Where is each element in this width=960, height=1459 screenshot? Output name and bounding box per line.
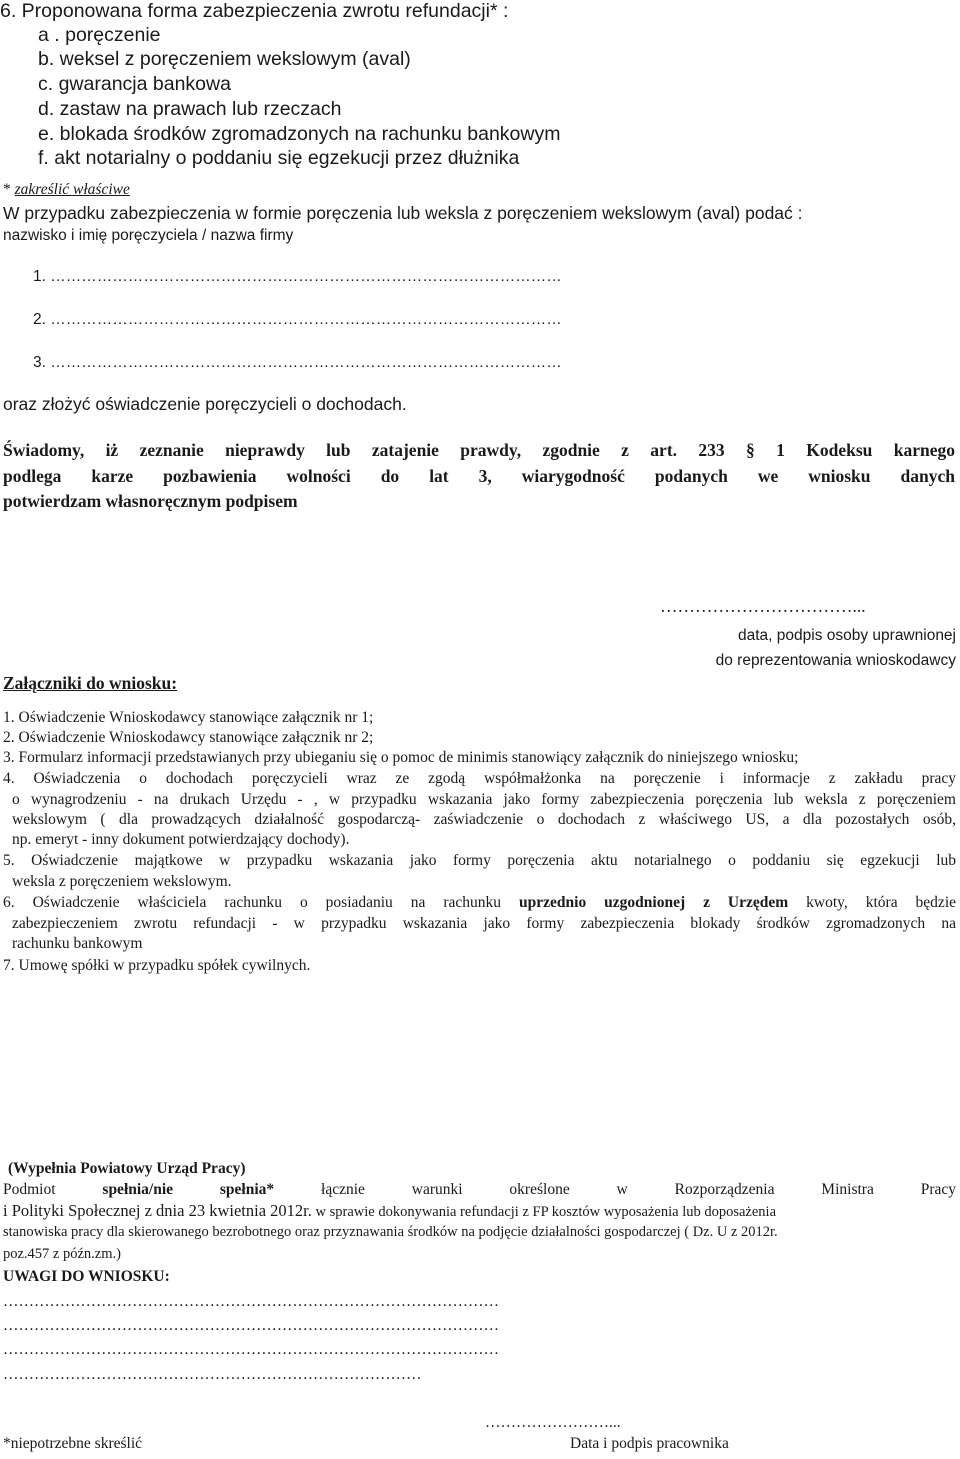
- attachment-item-4-line3: wekslowym ( dla prowadzących działalność gospodarczą- zaświadczenie o dochodach z właściwego US, a dla pozostałych osób,: [12, 811, 956, 828]
- guarantor-blank-3[interactable]: 3. ………………………………………………………………………………………: [33, 354, 562, 371]
- office-line1-b: łącznie warunki określone w Rozporządzenia Ministra Pracy: [274, 1181, 956, 1198]
- employee-signature-caption: Data i podpis pracownika: [570, 1435, 729, 1452]
- office-line2-b: w sprawie dokonywania refundacji z FP kosztów wyposażenia lub doposażenia: [311, 1204, 777, 1220]
- section-6-heading: 6. Proponowana forma zabezpieczenia zwrotu refundacji* :: [0, 0, 509, 22]
- remarks-heading: UWAGI DO WNIOSKU:: [3, 1268, 170, 1285]
- income-statement-note: oraz złożyć oświadczenie poręczycieli o dochodach.: [3, 394, 407, 414]
- attachment-item-1: 1. Oświadczenie Wnioskodawcy stanowiące załącznik nr 1;: [3, 709, 374, 726]
- option-f: f. akt notarialny o poddaniu się egzekucji przez dłużnika: [38, 147, 520, 169]
- attachment-item-2: 2. Oświadczenie Wnioskodawcy stanowiące załącznik nr 2;: [3, 729, 374, 746]
- guarantor-blank-1[interactable]: 1. ………………………………………………………………………………………: [33, 268, 562, 285]
- office-line2: [3, 1201, 776, 1221]
- attachment-item-6-line3: rachunku bankowym: [12, 935, 143, 952]
- remarks-line-2[interactable]: ……………………………………………………………………………………: [3, 1317, 499, 1334]
- strike-unnecessary-note: *niepotrzebne skreślić: [3, 1435, 143, 1452]
- guarantee-instruction-line2: nazwisko i imię poręczyciela / nazwa firmy: [3, 227, 294, 244]
- attachment-item-4-line4: np. emeryt - inny dokument potwierdzający dochody).: [12, 831, 350, 848]
- office-line3: stanowiska pracy dla skierowanego bezrobotnego oraz przyznawania środków na podjęcie działalności gospodarczej ( Dz. U z 2012r.: [3, 1224, 778, 1240]
- footnote-mark-instruction: [3, 181, 130, 199]
- attachment-item-4-line2: o wynagrodzeniu - na drukach Urzędu - , w przypadku wskazania jako formy zabezpieczenia poręczenia lub weksla z poręczeniem: [12, 791, 956, 808]
- attachment-item-5-line2: weksla z poręczeniem wekslowym.: [12, 873, 232, 890]
- remarks-line-1[interactable]: ……………………………………………………………………………………: [3, 1293, 499, 1310]
- option-e: e. blokada środków zgromadzonych na rachunku bankowym: [38, 123, 561, 145]
- signature-caption-line2: do reprezentowania wnioskodawcy: [715, 652, 956, 669]
- item-6-text-b: kwoty, która będzie: [788, 894, 956, 911]
- applicant-signature-line[interactable]: ……………………………...: [660, 596, 866, 616]
- item-6-bold: uprzednio uzgodnionej z Urzędem: [519, 894, 789, 911]
- declaration-line2: podlega karze pozbawienia wolności do lat 3, wiarygodność podanych we wniosku danych: [3, 466, 955, 486]
- attachment-item-6-line2: zabezpieczeniem zwrotu refundacji - w przypadku wskazania jako formy zabezpieczenia blokady środków zgromadzonych na: [12, 915, 956, 932]
- option-b: b. weksel z poręczeniem wekslowym (aval): [38, 48, 411, 70]
- option-c: c. gwarancja bankowa: [38, 73, 231, 95]
- attachment-item-5-line1: 5. Oświadczenie majątkowe w przypadku wskazania jako formy poręczenia aktu notarialnego o poddaniu się egzekucji lub: [3, 852, 956, 869]
- office-meets-conditions[interactable]: spełnia/nie spełnia*: [102, 1181, 275, 1198]
- footnote-text: zakreślić właściwe: [14, 181, 130, 198]
- office-line1: [3, 1181, 956, 1199]
- remarks-line-3[interactable]: ……………………………………………………………………………………: [3, 1341, 499, 1358]
- office-heading: (Wypełnia Powiatowy Urząd Pracy): [8, 1160, 246, 1177]
- item-6-text-a: 6. Oświadczenie właściciela rachunku o posiadaniu na rachunku: [3, 894, 520, 911]
- attachment-item-7: 7. Umowę spółki w przypadku spółek cywilnych.: [3, 957, 311, 974]
- remarks-line-4[interactable]: ………………………………………………………………………: [3, 1366, 422, 1383]
- declaration-line1: Świadomy, iż zeznanie nieprawdy lub zatajenie prawdy, zgodnie z art. 233 § 1 Kodeksu karnego: [3, 440, 955, 460]
- office-line4: poz.457 z późn.zm.): [3, 1246, 121, 1262]
- option-d: d. zastaw na prawach lub rzeczach: [38, 98, 342, 120]
- attachment-item-3: 3. Formularz informacji przedstawianych przy ubieganiu się o pomoc de minimis stanowiący załącznik do niniejszego wniosku;: [3, 749, 799, 766]
- footnote-marker: *: [3, 181, 15, 198]
- attachments-heading: Załączniki do wniosku:: [3, 673, 178, 693]
- signature-caption-line1: data, podpis osoby uprawnionej: [737, 627, 956, 644]
- declaration-line3: potwierdzam własnoręcznym podpisem: [3, 491, 298, 511]
- office-line2-a: i Polityki Społecznej z dnia 23 kwietnia 2012r.: [3, 1201, 312, 1220]
- guarantee-instruction-line1: W przypadku zabezpieczenia w formie poręczenia lub weksla z poręczeniem wekslowym (aval) podać :: [3, 203, 803, 223]
- option-a: a . poręczenie: [38, 24, 161, 46]
- employee-signature-line[interactable]: ……………………...: [485, 1414, 621, 1431]
- attachment-item-6-line1: [3, 894, 956, 912]
- office-line1-a: Podmiot: [3, 1181, 103, 1198]
- attachment-item-4-line1: 4. Oświadczenia o dochodach poręczycieli wraz ze zgodą współmałżonka na poręczenie i informacje z zakładu pracy: [3, 770, 956, 787]
- guarantor-blank-2[interactable]: 2. ………………………………………………………………………………………: [33, 311, 562, 328]
